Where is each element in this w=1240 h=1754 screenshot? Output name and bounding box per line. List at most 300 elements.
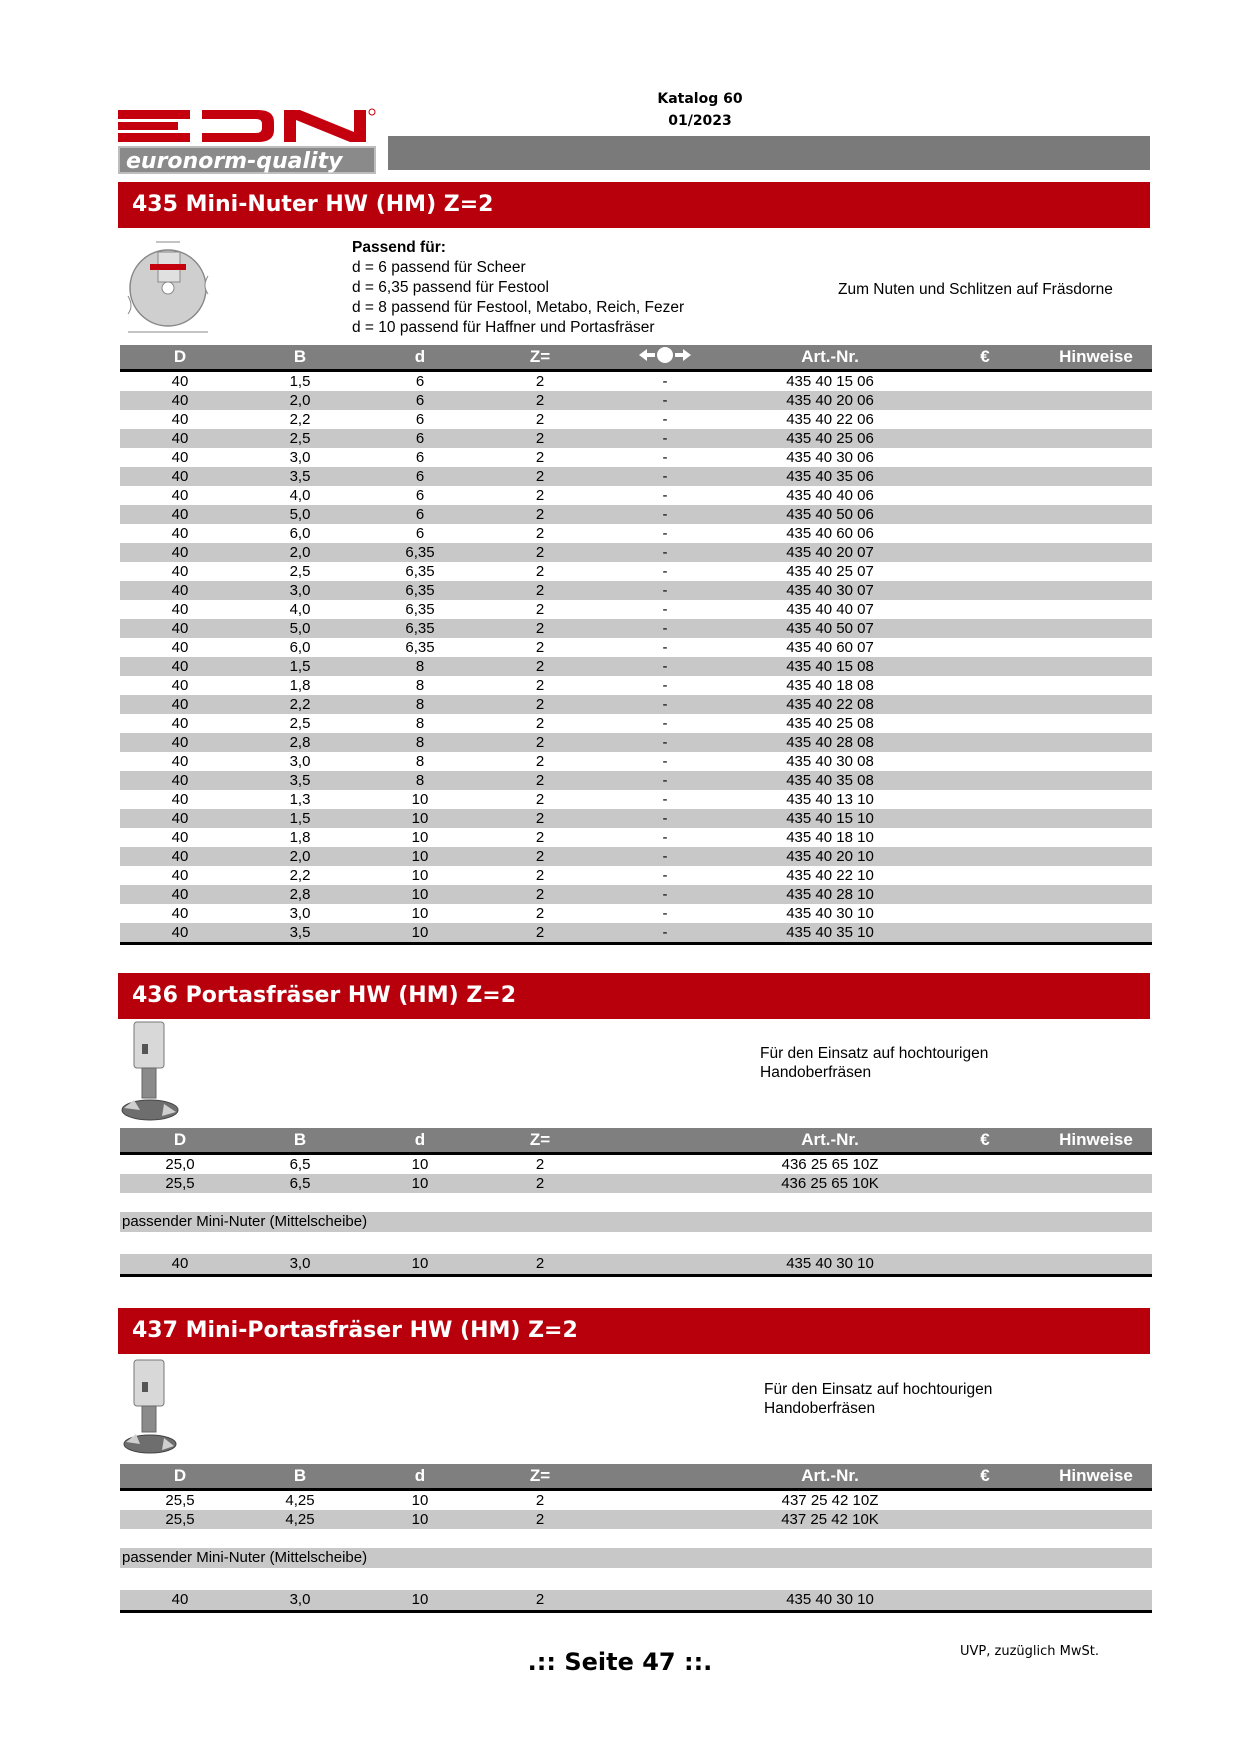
cell-rotation: -	[600, 581, 730, 600]
cell-Z: 2	[480, 771, 600, 790]
cell-d: 10	[360, 1510, 480, 1529]
cell-D: 40	[171, 562, 189, 580]
table-437	[120, 1464, 1152, 1529]
passend-line: d = 10 passend für Haffner und Portasfräser	[352, 319, 655, 336]
cell-euro	[930, 752, 1040, 771]
cell-art-nr: 435 40 30 06	[786, 448, 874, 466]
col-art-nr: Art.-Nr.	[730, 1128, 930, 1154]
cell-hinweise	[1040, 714, 1152, 733]
cell-rotation: -	[600, 885, 730, 904]
cell-Z: 2	[480, 733, 600, 752]
cell-art-nr: 435 40 30 10	[786, 1255, 874, 1272]
cell-B: 1,8	[289, 828, 311, 846]
cell-B: 2,0	[240, 847, 360, 866]
cell-art-nr: 435 40 28 10	[730, 885, 930, 904]
col-euro: €	[930, 1464, 1040, 1490]
passend-line: d = 6,35 passend für Festool	[352, 279, 549, 296]
cell-D: 40	[120, 657, 240, 676]
cell-rotation: -	[600, 657, 730, 676]
cell-euro	[930, 676, 1040, 695]
cell-Z: 2	[480, 467, 600, 486]
cell-art-nr: 435 40 25 07	[786, 562, 874, 580]
table-436	[120, 1128, 1152, 1193]
cell-hinweise	[1040, 543, 1152, 562]
cell-hinweise	[1040, 1510, 1152, 1529]
cell-Z: 2	[480, 923, 600, 944]
cell-d: 10	[411, 1255, 429, 1272]
col-d: d	[360, 345, 480, 371]
rotation-direction-icon	[637, 346, 693, 364]
cell-Z: 2	[535, 828, 545, 846]
table-header-row	[120, 1464, 1152, 1490]
cell-B: 3,5	[240, 923, 360, 944]
cell-rotation: -	[600, 771, 730, 790]
cell-B: 3,5	[240, 771, 360, 790]
cell-hinweise	[1040, 1154, 1152, 1175]
cell-euro	[930, 371, 1040, 392]
cell-D: 40	[171, 372, 189, 390]
cell-euro	[930, 619, 1040, 638]
cell-euro	[930, 410, 1040, 429]
cell-rotation: -	[662, 372, 668, 390]
cell-euro	[930, 885, 1040, 904]
cell-B: 3,0	[289, 1255, 311, 1272]
cell-art-nr: 435 40 50 07	[730, 619, 930, 638]
cell-rotation: -	[600, 695, 730, 714]
cell-d: 6	[415, 524, 425, 542]
cell-hinweise	[1040, 429, 1152, 448]
col-D: D	[120, 1128, 240, 1154]
cell-euro	[930, 638, 1040, 657]
cell-B: 6,0	[289, 638, 311, 656]
cell-B: 2,5	[289, 714, 311, 732]
col-B: B	[240, 345, 360, 371]
cell-art-nr: 435 40 20 10	[730, 847, 930, 866]
cell-d: 6,35	[360, 581, 480, 600]
cell-rotation: -	[600, 923, 730, 944]
cell-d: 8	[415, 752, 425, 770]
col-art-nr: Art.-Nr.	[730, 1464, 930, 1490]
cell-hinweise	[1040, 752, 1152, 771]
cell-hinweise	[1040, 486, 1152, 505]
cell-Z: 2	[480, 543, 600, 562]
cell-rotation: -	[600, 429, 730, 448]
cell-euro	[930, 695, 1040, 714]
mini-nuter-drawing	[120, 236, 224, 336]
cell-d: 6,35	[360, 543, 480, 562]
cell-euro	[930, 1510, 1040, 1529]
cell-D: 25,5	[120, 1174, 240, 1193]
col-Z: Z=	[480, 345, 600, 371]
cell-rotation: -	[600, 847, 730, 866]
cell-Z: 2	[480, 809, 600, 828]
col-blank	[600, 1128, 730, 1154]
passend-line: d = 6 passend für Scheer	[352, 259, 526, 276]
cell-d: 6,35	[405, 638, 435, 656]
cell-Z: 2	[535, 562, 545, 580]
cell-Z: 2	[535, 752, 545, 770]
cell-hinweise	[1040, 771, 1152, 790]
cell-Z: 2	[535, 1155, 545, 1173]
cell-Z: 2	[480, 619, 600, 638]
cell-art-nr: 435 40 40 06	[786, 486, 874, 504]
cell-Z: 2	[535, 1255, 545, 1272]
table-row	[120, 809, 1152, 828]
cell-rotation: -	[662, 524, 668, 542]
cell-rotation: -	[662, 486, 668, 504]
table-row	[120, 410, 1152, 429]
cell-euro	[930, 486, 1040, 505]
col-Z: Z=	[480, 1128, 600, 1154]
cell-D: 40	[120, 923, 240, 944]
cell-B: 3,0	[289, 1591, 311, 1608]
cell-d: 8	[415, 676, 425, 694]
cell-art-nr: 435 40 35 10	[730, 923, 930, 944]
cell-D: 40	[120, 467, 240, 486]
table-row	[120, 828, 1152, 847]
cell-hinweise	[1040, 923, 1152, 944]
cell-art-nr: 435 40 30 10	[786, 1591, 874, 1608]
cell-art-nr: 435 40 15 10	[730, 809, 930, 828]
passender-label-437: passender Mini-Nuter (Mittelscheibe)	[120, 1548, 1152, 1568]
cell-B: 3,0	[289, 904, 311, 922]
cell-rotation: -	[662, 562, 668, 580]
cell-D: 40	[120, 581, 240, 600]
cell-B: 2,5	[289, 562, 311, 580]
cell-D: 40	[171, 676, 189, 694]
cell-d: 10	[360, 923, 480, 944]
table-row	[120, 866, 1152, 885]
cell-blank	[600, 1174, 730, 1193]
cell-B: 3,0	[289, 752, 311, 770]
cell-art-nr: 435 40 50 06	[730, 505, 930, 524]
uvp-note: UVP, zuzüglich MwSt.	[960, 1644, 1099, 1659]
cell-rotation: -	[662, 790, 668, 808]
table-row	[120, 752, 1152, 771]
cell-euro	[930, 562, 1040, 581]
cell-rotation: -	[662, 866, 668, 884]
cell-D: 40	[171, 1255, 189, 1272]
cell-euro	[930, 828, 1040, 847]
cell-D: 40	[120, 885, 240, 904]
cell-euro	[930, 714, 1040, 733]
table-row	[120, 1490, 1152, 1511]
cell-hinweise	[1040, 866, 1152, 885]
cell-D: 40	[171, 638, 189, 656]
cell-euro	[930, 600, 1040, 619]
cell-d: 10	[411, 1491, 429, 1509]
cell-D: 40	[171, 486, 189, 504]
table-row	[120, 1154, 1152, 1175]
cell-euro	[930, 524, 1040, 543]
cell-Z: 2	[535, 1491, 545, 1509]
table-row	[120, 733, 1152, 752]
cell-hinweise	[1040, 600, 1152, 619]
cell-art-nr: 435 40 22 08	[730, 695, 930, 714]
cell-Z: 2	[480, 695, 600, 714]
cell-D: 40	[171, 752, 189, 770]
table-row	[120, 676, 1152, 695]
cell-D: 40	[120, 429, 240, 448]
cell-euro	[930, 429, 1040, 448]
table-row	[120, 657, 1152, 676]
cell-euro	[930, 923, 1040, 944]
cell-D: 40	[120, 771, 240, 790]
table-row	[120, 904, 1152, 923]
cell-Z: 2	[535, 714, 545, 732]
cell-D: 40	[171, 866, 189, 884]
note-line: Für den Einsatz auf hochtourigen	[764, 1381, 993, 1398]
cell-Z: 2	[535, 904, 545, 922]
cell-blank	[600, 1154, 730, 1175]
cell-d: 6	[360, 467, 480, 486]
cell-euro	[930, 448, 1040, 467]
cell-B: 4,0	[289, 600, 311, 618]
catalog-header	[600, 88, 800, 132]
cell-hinweise	[1040, 657, 1152, 676]
cell-Z: 2	[535, 790, 545, 808]
cell-B: 2,2	[289, 866, 311, 884]
cell-Z: 2	[535, 600, 545, 618]
passend-line: d = 8 passend für Festool, Metabo, Reich, Fezer	[352, 299, 685, 316]
cell-D: 40	[171, 448, 189, 466]
cell-Z: 2	[480, 1510, 600, 1529]
table-row	[120, 695, 1152, 714]
cell-hinweise	[1040, 371, 1152, 392]
extra-row-436	[120, 1254, 1152, 1277]
cell-rotation: -	[600, 467, 730, 486]
cell-B: 2,2	[289, 410, 311, 428]
cell-Z: 2	[480, 429, 600, 448]
cell-art-nr: 435 40 60 07	[786, 638, 874, 656]
cell-art-nr: 435 40 18 08	[786, 676, 874, 694]
cell-B: 1,5	[240, 657, 360, 676]
edn-logo	[118, 108, 380, 174]
cell-d: 6	[360, 391, 480, 410]
cell-d: 6	[415, 372, 425, 390]
cell-euro	[930, 847, 1040, 866]
cell-d: 6	[360, 505, 480, 524]
cell-Z: 2	[480, 391, 600, 410]
cell-D: 40	[171, 904, 189, 922]
cell-B: 3,0	[289, 448, 311, 466]
portasfraeser-drawing	[120, 1020, 184, 1126]
col-B: B	[240, 1464, 360, 1490]
cell-hinweise	[1040, 562, 1152, 581]
cell-B: 5,0	[240, 505, 360, 524]
cell-B: 2,2	[240, 695, 360, 714]
header-grey-bar	[388, 136, 1150, 170]
passend-fuer-block	[352, 238, 684, 338]
table-row	[120, 600, 1152, 619]
cell-B: 3,0	[240, 581, 360, 600]
table-row	[120, 638, 1152, 657]
col-D: D	[120, 1464, 240, 1490]
cell-d: 10	[360, 885, 480, 904]
cell-D: 25,5	[165, 1491, 195, 1509]
cell-rotation: -	[600, 543, 730, 562]
col-d: d	[360, 1464, 480, 1490]
table-row	[120, 371, 1152, 392]
table-header-row	[120, 1128, 1152, 1154]
table-header-row	[120, 345, 1152, 371]
cell-B: 6,5	[240, 1174, 360, 1193]
cell-art-nr: 435 40 30 10	[786, 904, 874, 922]
cell-rotation: -	[662, 410, 668, 428]
cell-d: 6	[415, 410, 425, 428]
cell-art-nr: 435 40 60 06	[786, 524, 874, 542]
cell-B: 2,8	[240, 885, 360, 904]
cell-D: 40	[120, 733, 240, 752]
cell-D: 40	[120, 391, 240, 410]
cell-art-nr: 435 40 20 07	[730, 543, 930, 562]
col-Z: Z=	[480, 1464, 600, 1490]
cell-blank	[600, 1490, 730, 1511]
section-436-title: 436 Portasfräser HW (HM) Z=2	[118, 973, 1150, 1019]
cell-Z: 2	[480, 847, 600, 866]
col-hinweise: Hinweise	[1040, 1464, 1152, 1490]
cell-B: 2,5	[240, 429, 360, 448]
cell-Z: 2	[535, 486, 545, 504]
cell-d: 8	[360, 733, 480, 752]
cell-hinweise	[1040, 828, 1152, 847]
section-437-title: 437 Mini-Portasfräser HW (HM) Z=2	[118, 1308, 1150, 1354]
cell-D: 25,0	[165, 1155, 195, 1173]
table-row	[120, 391, 1152, 410]
cell-B: 1,8	[289, 676, 311, 694]
cell-B: 1,5	[289, 372, 311, 390]
cell-d: 8	[360, 657, 480, 676]
cell-euro	[930, 733, 1040, 752]
cell-d: 10	[411, 790, 429, 808]
cell-euro	[930, 771, 1040, 790]
col-art-nr: Art.-Nr.	[730, 345, 930, 371]
cell-euro	[930, 1490, 1040, 1511]
cell-Z: 2	[535, 676, 545, 694]
cell-Z: 2	[535, 372, 545, 390]
cell-art-nr: 435 40 22 10	[786, 866, 874, 884]
section-436-note	[760, 1044, 988, 1082]
cell-B: 6,0	[289, 524, 311, 542]
cell-hinweise	[1040, 733, 1152, 752]
cell-d: 6	[415, 448, 425, 466]
table-row	[120, 429, 1152, 448]
cell-hinweise	[1040, 1490, 1152, 1511]
table-row	[120, 771, 1152, 790]
col-hinweise: Hinweise	[1040, 345, 1152, 371]
cell-art-nr: 435 40 15 06	[786, 372, 874, 390]
cell-d: 6	[415, 486, 425, 504]
section-435-note: Zum Nuten und Schlitzen auf Fräsdorne	[838, 281, 1113, 298]
table-row	[120, 1174, 1152, 1193]
cell-euro	[930, 866, 1040, 885]
cell-hinweise	[1040, 695, 1152, 714]
cell-euro	[930, 790, 1040, 809]
cell-B: 2,8	[240, 733, 360, 752]
cell-B: 4,25	[240, 1510, 360, 1529]
cell-rotation: -	[600, 733, 730, 752]
col-euro: €	[930, 1128, 1040, 1154]
cell-hinweise	[1040, 1174, 1152, 1193]
col-blank	[600, 1464, 730, 1490]
cell-art-nr: 437 25 42 10Z	[781, 1491, 879, 1509]
cell-hinweise	[1040, 581, 1152, 600]
catalog-number: Katalog 60	[657, 91, 743, 107]
cell-D: 40	[120, 695, 240, 714]
cell-D: 40	[171, 524, 189, 542]
table-row	[120, 486, 1152, 505]
cell-art-nr: 435 40 30 08	[786, 752, 874, 770]
cell-D: 25,5	[120, 1510, 240, 1529]
cell-rotation: -	[662, 676, 668, 694]
cell-d: 6,35	[360, 619, 480, 638]
cell-euro	[930, 391, 1040, 410]
cell-art-nr: 436 25 65 10Z	[781, 1155, 879, 1173]
cell-D: 40	[171, 600, 189, 618]
table-row	[120, 581, 1152, 600]
cell-rotation: -	[600, 391, 730, 410]
cell-art-nr: 435 40 28 08	[730, 733, 930, 752]
cell-euro	[930, 505, 1040, 524]
cell-rotation: -	[662, 828, 668, 846]
cell-d: 10	[360, 847, 480, 866]
cell-euro	[930, 657, 1040, 676]
cell-hinweise	[1040, 638, 1152, 657]
note-line: Für den Einsatz auf hochtourigen	[760, 1045, 989, 1062]
cell-hinweise	[1040, 885, 1152, 904]
cell-rotation: -	[600, 505, 730, 524]
cell-d: 10	[360, 809, 480, 828]
cell-euro	[930, 543, 1040, 562]
cell-B: 1,3	[289, 790, 311, 808]
table-row	[120, 790, 1152, 809]
passend-title: Passend für:	[352, 239, 446, 256]
cell-d: 8	[360, 695, 480, 714]
page-number: .:: Seite 47 ::.	[527, 1648, 713, 1676]
cell-blank	[600, 1510, 730, 1529]
col-d: d	[360, 1128, 480, 1154]
cell-Z: 2	[480, 657, 600, 676]
cell-D: 40	[120, 847, 240, 866]
cell-d: 6,35	[405, 562, 435, 580]
cell-B: 6,5	[289, 1155, 311, 1173]
col-rotation	[600, 345, 730, 371]
cell-Z: 2	[480, 885, 600, 904]
cell-D: 40	[120, 543, 240, 562]
cell-art-nr: 435 40 13 10	[786, 790, 874, 808]
cell-euro	[930, 904, 1040, 923]
cell-art-nr: 435 40 18 10	[786, 828, 874, 846]
cell-B: 2,0	[240, 391, 360, 410]
cell-Z: 2	[480, 581, 600, 600]
cell-hinweise	[1040, 410, 1152, 429]
cell-Z: 2	[480, 1174, 600, 1193]
cell-euro	[930, 1174, 1040, 1193]
cell-euro	[930, 467, 1040, 486]
cell-d: 10	[411, 904, 429, 922]
table-row	[120, 562, 1152, 581]
section-437-note	[764, 1380, 992, 1418]
table-435	[120, 345, 1152, 945]
cell-B: 1,5	[240, 809, 360, 828]
note-line: Handoberfräsen	[764, 1400, 876, 1417]
cell-euro	[930, 1154, 1040, 1175]
section-435-title: 435 Mini-Nuter HW (HM) Z=2	[118, 182, 1150, 228]
cell-art-nr: 437 25 42 10K	[730, 1510, 930, 1529]
cell-B: 4,25	[285, 1491, 315, 1509]
logo-tagline: euronorm-quality	[118, 146, 376, 174]
table-row	[120, 467, 1152, 486]
